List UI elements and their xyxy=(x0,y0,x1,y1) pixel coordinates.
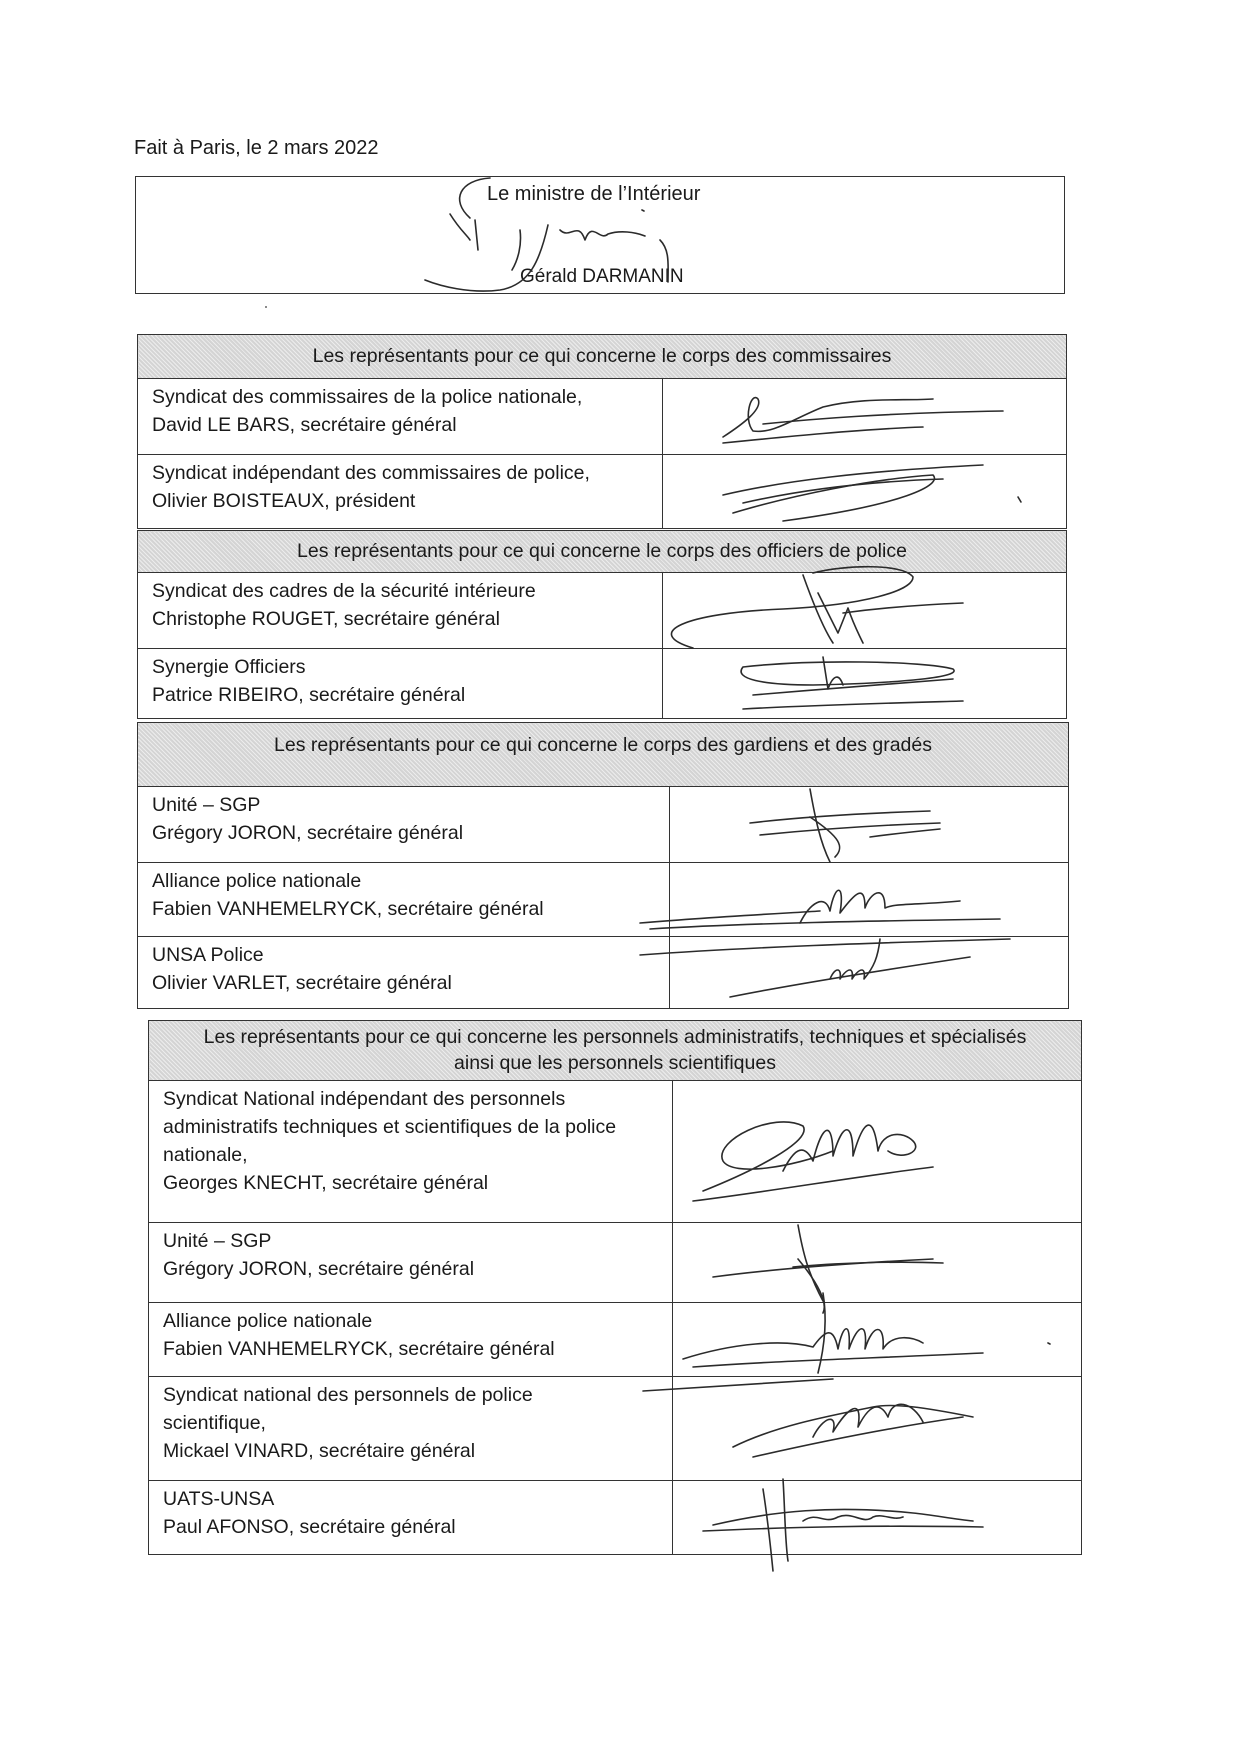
signatory-person: Grégory JORON, secrétaire général xyxy=(163,1257,475,1280)
gardiens-grades-table xyxy=(137,722,1069,1009)
section-header xyxy=(138,723,1069,787)
signatory-person: Grégory JORON, secrétaire général xyxy=(152,821,464,844)
signatory-person: Fabien VANHEMELRYCK, secrétaire général xyxy=(152,897,544,920)
signatory-person: Paul AFONSO, secrétaire général xyxy=(163,1515,456,1538)
place-date: Fait à Paris, le 2 mars 2022 xyxy=(134,137,379,159)
signatory-organization: UNSA Police xyxy=(152,944,264,966)
signature-cell xyxy=(669,787,1068,863)
section-header xyxy=(149,1021,1082,1081)
signature-cell xyxy=(669,863,1068,937)
signatory-cell xyxy=(149,1223,673,1303)
section-header: Les représentants pour ce qui concerne le corps des commissaires xyxy=(138,335,1067,379)
signature-cell xyxy=(672,1377,1081,1481)
signature xyxy=(663,573,1068,649)
signatory-cell xyxy=(138,787,670,863)
signatory-cell xyxy=(138,573,663,649)
section-header-text: Les représentants pour ce qui concerne le corps des gardiens et des gradés xyxy=(274,733,932,756)
signatory-organization: Synergie Officiers xyxy=(152,656,306,678)
signature-cell xyxy=(672,1081,1081,1223)
signatory-organization: Unité – SGP xyxy=(152,794,261,816)
signatory-cell xyxy=(149,1081,673,1223)
signatory-person: Mickael VINARD, secrétaire général xyxy=(163,1439,476,1462)
signature xyxy=(673,1081,1083,1223)
signatory-cell xyxy=(138,455,663,529)
minister-signature xyxy=(420,170,740,310)
signatory-cell xyxy=(149,1377,673,1481)
signatory-cell xyxy=(138,863,670,937)
signature xyxy=(673,1303,1083,1377)
signature xyxy=(663,379,1068,455)
signature-cell xyxy=(662,379,1066,455)
section-header: Les représentants pour ce qui concerne le corps des officiers de police xyxy=(138,531,1067,573)
signature-cell xyxy=(672,1303,1081,1377)
signatory-cell xyxy=(149,1481,673,1555)
signature xyxy=(673,1481,1083,1555)
signature xyxy=(670,787,1070,863)
signatory-organization-line: nationale, xyxy=(163,1143,248,1166)
scan-speck xyxy=(265,306,267,308)
signature xyxy=(670,937,1070,1009)
section-header-line: ainsi que les personnels scientifiques xyxy=(454,1051,776,1074)
signature-cell xyxy=(662,455,1066,529)
signature xyxy=(673,1223,1083,1303)
signatory-cell xyxy=(149,1303,673,1377)
signature-cell xyxy=(669,937,1068,1009)
signatory-person: David LE BARS, secrétaire général xyxy=(152,413,457,436)
signatory-organization: Alliance police nationale xyxy=(152,870,362,892)
signatory-person: Olivier BOISTEAUX, président xyxy=(152,489,416,512)
signatory-organization: Alliance police nationale xyxy=(163,1310,373,1332)
administratifs-table xyxy=(148,1020,1082,1555)
signatory-organization-line: Syndicat National indépendant des personnels xyxy=(163,1088,566,1110)
signature-cell xyxy=(672,1223,1081,1303)
signatory-cell xyxy=(138,937,670,1009)
signatory-organization: Syndicat indépendant des commissaires de police, xyxy=(152,462,590,484)
signatory-cell xyxy=(138,649,663,719)
signatory-organization: Unité – SGP xyxy=(163,1230,272,1252)
signatory-person: Olivier VARLET, secrétaire général xyxy=(152,971,452,994)
minister-name: Gérald DARMANIN xyxy=(520,266,684,287)
signatory-organization: Syndicat des commissaires de la police nationale, xyxy=(152,386,583,408)
signature xyxy=(673,1377,1083,1481)
signature-cell xyxy=(662,573,1066,649)
signatory-person: Fabien VANHEMELRYCK, secrétaire général xyxy=(163,1337,555,1360)
signature-cell xyxy=(672,1481,1081,1555)
signatory-organization-line: Syndicat national des personnels de police xyxy=(163,1384,533,1406)
signatory-organization-line: scientifique, xyxy=(163,1411,266,1434)
minister-title: Le ministre de l’Intérieur xyxy=(487,183,701,205)
signatory-person: Georges KNECHT, secrétaire général xyxy=(163,1171,489,1194)
officiers-table xyxy=(137,530,1067,719)
signatory-person: Christophe ROUGET, secrétaire général xyxy=(152,607,500,630)
signatory-organization: UATS-UNSA xyxy=(163,1488,275,1510)
section-header-line: Les représentants pour ce qui concerne les personnels administratifs, techniques et spécialisés xyxy=(203,1026,1027,1049)
commissaires-table xyxy=(137,334,1067,529)
signature xyxy=(663,455,1068,529)
signature xyxy=(663,649,1068,719)
signatory-organization: Syndicat des cadres de la sécurité intérieure xyxy=(152,580,536,602)
signatory-person: Patrice RIBEIRO, secrétaire général xyxy=(152,683,466,706)
signature xyxy=(670,863,1070,937)
signature-cell xyxy=(662,649,1066,719)
signatory-cell xyxy=(138,379,663,455)
signatory-organization-line: administratifs techniques et scientifiques de la police xyxy=(163,1115,617,1138)
